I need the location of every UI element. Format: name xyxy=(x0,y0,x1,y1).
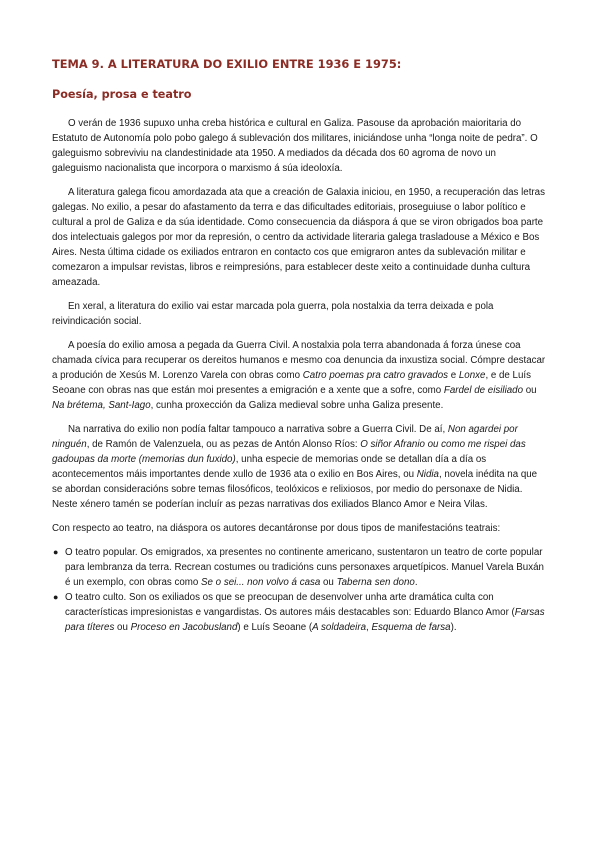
li2-text-c: ou xyxy=(114,622,131,633)
li1-text-a: O teatro popular. Os emigrados, xa presentes no continente americano, sustentaron un teatro de corte popular para lembranza da terra. Recrean costumes ou tradicións cuns personaxes arquetípicos. Manuel Varela Buxán é un exemplo, con obras como xyxy=(65,547,544,588)
bullet-icon: ● xyxy=(53,547,59,557)
p5-text-g: , novela inédita na que se abordan consideracións sobre temas filosóficos, teolóxicos e relixiosos, por medio do personaxe de Nidia. Neste xénero tamén se poderían incluír as pezas narrativas dos exiliados Blanco Amor e Neira Vilas. xyxy=(52,469,538,510)
p5-text-c: , de Ramón de Valenzuela, ou as pezas de Antón Alonso Ríos: xyxy=(86,439,361,450)
p5-work-title: Nidia xyxy=(416,469,439,480)
li2-work-title: Farsas para títeres xyxy=(65,607,545,633)
li2-text-e: ) e Luís Seoane ( xyxy=(237,622,313,633)
p4-text-g: ou xyxy=(523,385,537,396)
li2-text-a: O teatro culto. Son os exiliados os que se preocupan de desenvolver unha arte dramática culta con características impresionistas e vangardistas. Os autores máis destacables son: Eduardo Blanco Amor ( xyxy=(65,592,515,618)
paragraph-6: Con respecto ao teatro, na diáspora os autores decantáronse por dous tipos de manifestacións teatrais: xyxy=(52,523,501,534)
paragraph-3: En xeral, a literatura do exilio vai estar marcada pola guerra, pola nostalxia da terra deixada e pola reivindicación social. xyxy=(52,301,494,327)
page-subtitle: Poesía, prosa e teatro xyxy=(52,88,192,101)
bullet-icon: ● xyxy=(53,592,59,602)
p5-text-e: , unha especie de memorias onde se detallan día a día os acontecementos máis importantes dende xullo de 1936 ata o exilio en Bos Aires, ou xyxy=(52,454,487,480)
li1-work-title: Se o sei... non volvo á casa xyxy=(201,577,321,588)
page-title: TEMA 9. A LITERATURA DO EXILIO ENTRE 1936 E 1975: xyxy=(52,57,402,71)
list-item xyxy=(52,545,548,590)
p4-text-e: , e de Luís Seoane con obras nas que están moi presentes a emigración e a xente que a sofre, como xyxy=(52,370,531,396)
p4-work-title: Na brétema, Sant-Iago xyxy=(52,400,151,411)
li1-text-c: ou xyxy=(320,577,337,588)
li1-text-e: . xyxy=(414,577,418,588)
p4-text-a: A poesía do exilio amosa a pegada da Guerra Civil. A nostalxia pola terra abandonada á forza únese coa chamada cívica para recuperar os dereitos humanos e mesmo coa denuncia da inxustiza social. Cómpre destacar a produción de Xesús M. Lorenzo Varela con obras como xyxy=(52,340,546,381)
paragraph-2: A literatura galega ficou amordazada ata que a creación de Galaxia iniciou, en 1950, a recuperación das letras galegas. No exilio, a pesar do afastamento da terra e das dificultades editoriais, proseguiuse o labor político e cultural a prol de Galiza e da súa identidade. Como consecuencia da diáspora á que se viron obrigados boa parte dos intelectuais galegos por mor da represión, o centro da actividade literaria galega trasladouse a México e Bos Aires. Nesta última cidade os exiliados entraron en contacto cos que emigraron antes da sublevación militar e comezaron a impulsar revistas, libros e reimpresións, para establecer deste xeito a continuidade dunha cultura ameazada. xyxy=(52,187,545,288)
theatre-list xyxy=(52,545,548,635)
p4-work-title: Fardel de eisiliado xyxy=(443,385,524,396)
li2-text-g: , xyxy=(366,622,372,633)
paragraph-1: O verán de 1936 supuxo unha creba histórica e cultural en Galiza. Pasouse da aprobación maioritaria do Estatuto de Autonomía polo pobo galego á sublevación dos militares, iniciándose unha “longa noite de pedra”. O galeguismo sobreviviu na clandestinidade ata 1950. A mediados da década dos 60 agroma de novo un galeguismo nacionalista que incorpora o marxismo á súa ideoloxía. xyxy=(52,118,538,174)
li2-work-title: Proceso en Jacobusland xyxy=(130,622,238,633)
li2-text-i: ). xyxy=(450,622,457,633)
p4-text-i: , cunha proxección da Galiza medieval sobre unha Galiza presente. xyxy=(150,400,444,411)
p5-work-title: Non agardei por ninguén xyxy=(52,424,518,450)
paragraph-5 xyxy=(52,422,548,512)
paragraph-4 xyxy=(52,338,548,413)
p5-work-title: O siñor Afranio ou como me rispei das gadoupas da morte (memorias dun fuxido) xyxy=(52,439,526,465)
p5-text-a: Na narrativa do exilio non podía faltar tampouco a narrativa sobre a Guerra Civil. De aí, xyxy=(68,424,448,435)
li2-work-title: Esquema de farsa xyxy=(371,622,451,633)
p4-work-title: Catro poemas pra catro gravados xyxy=(302,370,449,381)
li2-work-title: A soldadeira xyxy=(312,622,367,633)
document-body xyxy=(52,116,548,635)
li1-work-title: Taberna sen dono xyxy=(336,577,415,588)
p4-work-title: Lonxe xyxy=(458,370,486,381)
list-item xyxy=(52,590,548,635)
p4-text-c: e xyxy=(448,370,459,381)
